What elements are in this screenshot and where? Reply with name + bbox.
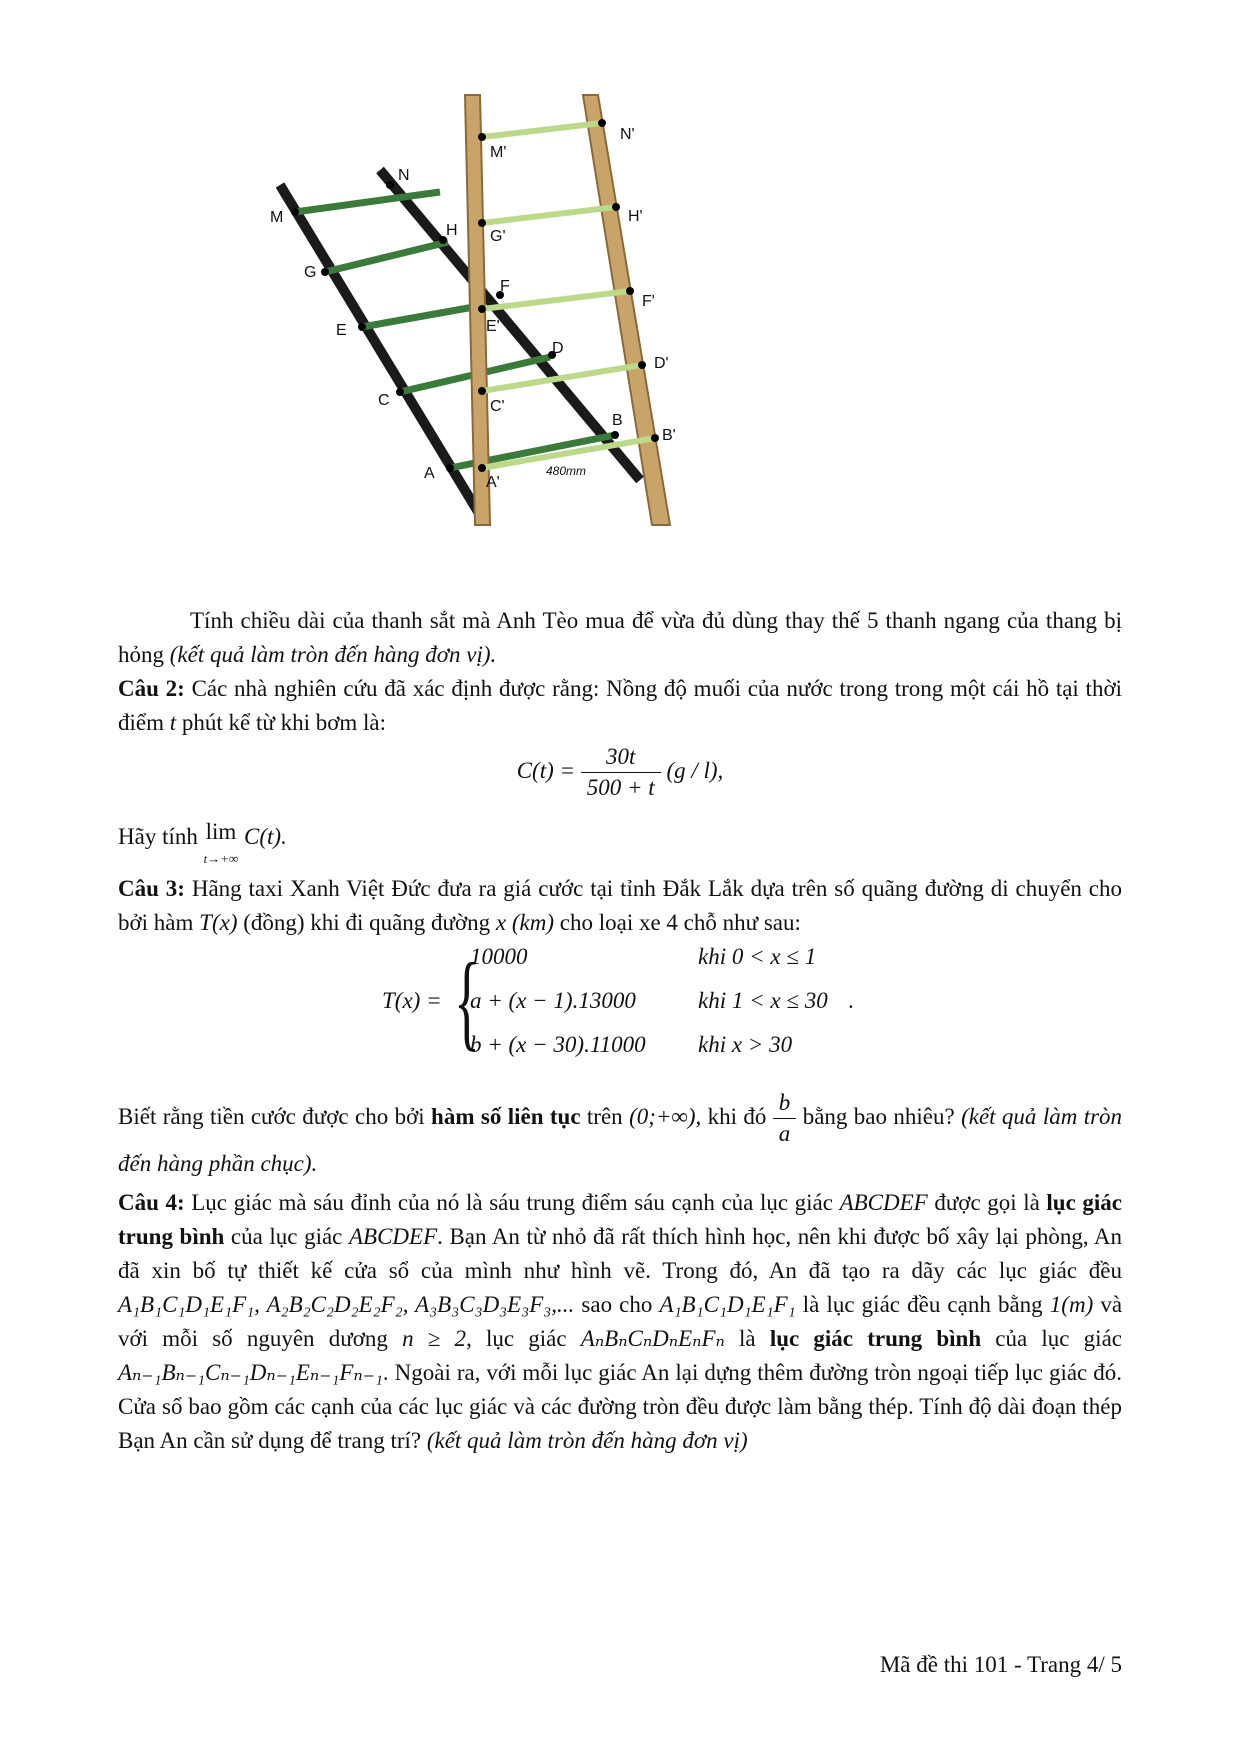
question-3-ask: Biết rằng tiền cước được cho bởi hàm số liên tục trên (0;+∞), khi đó $\frac{b}{a}$ bằng bao nhiêu? (kết quả làm tròn đến hàng phần chục). [118, 1090, 1123, 1176]
ladder-figure [270, 95, 810, 595]
exam-page: M N G H E F C D A B M' N' G' H' E' F' C' D' A' B' 480mm Tính chiều dài của thanh sắt mà Anh Tèo mua để vừa đủ dùng thay thế 5 thanh ngang của thang bị hỏng (kết quả làm tròn đến hàng đơn vị). Câu 2: Các nhà nghiên cứu đã xác định được rằng: Nồng độ muối của nước trong trong một cái hồ tại thời điểm t phút kể từ khi bơm là: C(t) = $\frac{30t}{500 + t}$ (g / l), Hãy tính lim t→+∞ C(t). Câu 3: Hãng taxi Xanh Việt Đức đưa ra giá cước tại tỉnh Đắk Lắk dựa trên số quãng đường di chuyển cho bởi hàm T(x) (đồng) khi đi quãng đường x (km) cho loại xe 4 chỗ như sau: T(x) = { 10000 khi 0 < x ≤ 1 a + (x − 1).13000 khi 1 < x ≤ 30 . b + (x − 30).11000 khi x > 30 Biết rằng tiền cước được cho bởi hàm số liên tục trên (0;+∞), khi đó $\frac{b}{a}$ bằng bao nhiêu? (kết quả làm tròn đến hàng phần chục). Câu 4: Lục giác mà sáu đỉnh của nó là sáu trung điểm sáu cạnh của lục giác ABCDEF được gọi là lục giác trung bình của lục giác ABCDEF. Bạn An từ nhỏ đã rất thích hình học, nên khi được bố xây lại phòng, An đã xin bố tự thiết kế cửa sổ của mình như hình vẽ. Trong đó, An đã tạo ra dãy các lục giác đều A₁B₁C₁D₁E₁F₁, A₂B₂C₂D₂E₂F₂, A₃B₃C₃D₃E₃F₃,... sao cho A₁B₁C₁D₁E₁F₁ là lục giác đều cạnh bằng 1(m) và với mỗi số nguyên dương n ≥ 2, lục giác AₙBₙCₙDₙEₙFₙ là lục giác trung bình của lục giác Aₙ₋₁Bₙ₋₁Cₙ₋₁Dₙ₋₁Eₙ₋₁Fₙ₋₁. Ngoài ra, với mỗi lục giác An lại dựng thêm đường tròn ngoại tiếp lục giác đó. Cửa sổ bao gồm các cạnh của các lục giác và các đường tròn đều được làm bằng thép. Tính độ dài đoạn thép Bạn An cần sử dụng để trang trí? (kết quả làm tròn đến hàng đơn vị) Mã đề thi 101 - Trang 4/ 5 [0, 0, 1240, 1754]
label-E: E [336, 322, 347, 339]
label-F-prime: F' [642, 293, 655, 310]
label-M: M [270, 209, 284, 226]
label-D: D [552, 340, 564, 357]
black-ladder-rail-right [380, 170, 640, 480]
label-B: B [612, 412, 623, 429]
black-ladder-rung [362, 305, 485, 327]
wooden-ladder-rung [482, 123, 602, 137]
question-2-formula: C(t) = $\frac{30t}{500 + t}$ (g / l), [516, 744, 724, 800]
label-G-prime: G' [490, 228, 506, 245]
label-E-prime: E' [486, 318, 500, 335]
page-footer: Mã đề thi 101 - Trang 4/ 5 [879, 1652, 1122, 1677]
label-N-prime: N' [620, 126, 635, 143]
label-C: C [378, 392, 390, 409]
question-2-ask: Hãy tính lim t→+∞ C(t). [118, 819, 287, 866]
label-B-prime: B' [662, 427, 676, 444]
label-G: G [304, 264, 317, 281]
wooden-ladder-rung [482, 207, 616, 223]
question-4-text: Câu 4: Lục giác mà sáu đỉnh của nó là sáu trung điểm sáu cạnh của lục giác ABCDEF được gọi là lục giác trung bình của lục giác ABCDEF. Bạn An từ nhỏ đã rất thích hình học, nên khi được bố xây lại phòng, An đã xin bố tự thiết kế cửa sổ của mình như hình vẽ. Trong đó, An đã tạo ra dãy các lục giác đều A₁B₁C₁D₁E₁F₁, A₂B₂C₂D₂E₂F₂, A₃B₃C₃D₃E₃F₃,... sao cho A₁B₁C₁D₁E₁F₁ là lục giác đều cạnh bằng 1(m) và với mỗi số nguyên dương n ≥ 2, lục giác AₙBₙCₙDₙEₙFₙ là lục giác trung bình của lục giác Aₙ₋₁Bₙ₋₁Cₙ₋₁Dₙ₋₁Eₙ₋₁Fₙ₋₁. Ngoài ra, với mỗi lục giác An lại dựng thêm đường tròn ngoại tiếp lục giác đó. Cửa sổ bao gồm các cạnh của các lục giác và các đường tròn đều được làm bằng thép. Tính độ dài đoạn thép Bạn An cần sử dụng để trang trí? (kết quả làm tròn đến hàng đơn vị) [118, 1190, 1123, 1453]
label-A-prime: A' [486, 474, 500, 491]
question-2-text: Câu 2: Các nhà nghiên cứu đã xác định được rằng: Nồng độ muối của nước trong trong một cái hồ tại thời điểm t phút kể từ khi bơm là: [118, 676, 1123, 735]
black-ladder-rung [325, 242, 448, 272]
label-480mm: 480mm [546, 464, 587, 478]
label-C-prime: C' [490, 398, 505, 415]
label-A: A [424, 465, 435, 482]
label-D-prime: D' [654, 355, 669, 372]
label-M-prime: M' [490, 144, 507, 161]
question-3-text: Câu 3: Hãng taxi Xanh Việt Đức đưa ra giá cước tại tỉnh Đắk Lắk dựa trên số quãng đường di chuyển cho bởi hàm T(x) (đồng) khi đi quãng đường x (km) cho loại xe 4 chỗ như sau: [118, 876, 1123, 935]
label-F: F [500, 278, 510, 295]
label-H: H [446, 222, 458, 239]
question-1-text: Tính chiều dài của thanh sắt mà Anh Tèo mua để vừa đủ dùng thay thế 5 thanh ngang của thang bị hỏng (kết quả làm tròn đến hàng đơn vị). [118, 608, 1122, 667]
label-H-prime: H' [628, 208, 643, 225]
label-N: N [398, 167, 410, 184]
